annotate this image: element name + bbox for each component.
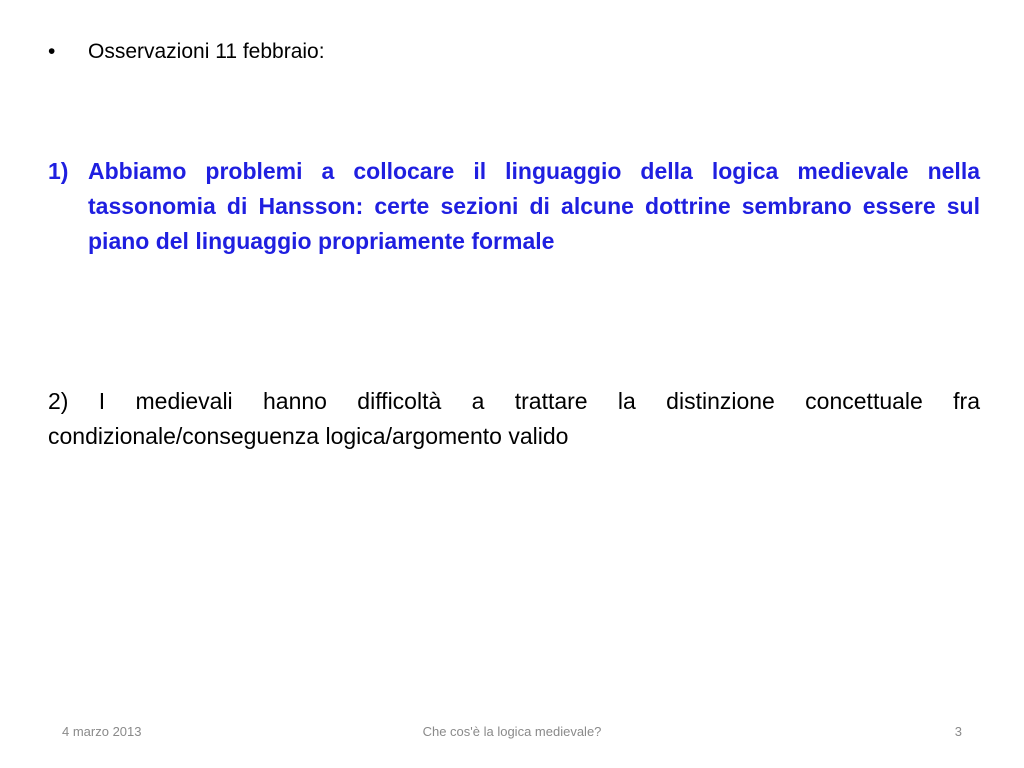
point-1 <box>48 154 980 259</box>
bullet-item <box>48 38 978 66</box>
bullet-icon: • <box>48 40 56 63</box>
point-1-text: Abbiamo problemi a collocare il linguaggio della logica medievale nella tassonomia di Hansson: certe sezioni di alcune dottrine sembrano essere sul piano del linguaggio propriamente formale <box>88 158 980 254</box>
point-1-number: 1) <box>48 158 69 184</box>
footer-page-number: 3 <box>954 724 962 739</box>
bullet-text: Osservazioni 11 febbraio: <box>88 40 325 63</box>
footer-title: Che cos'è la logica medievale? <box>422 724 602 739</box>
point-2-text: 2) I medievali hanno difficoltà a trattare la distinzione concettuale fra condizionale/conseguenza logica/argomento valido <box>48 388 980 449</box>
footer-date: 4 marzo 2013 <box>62 724 142 739</box>
